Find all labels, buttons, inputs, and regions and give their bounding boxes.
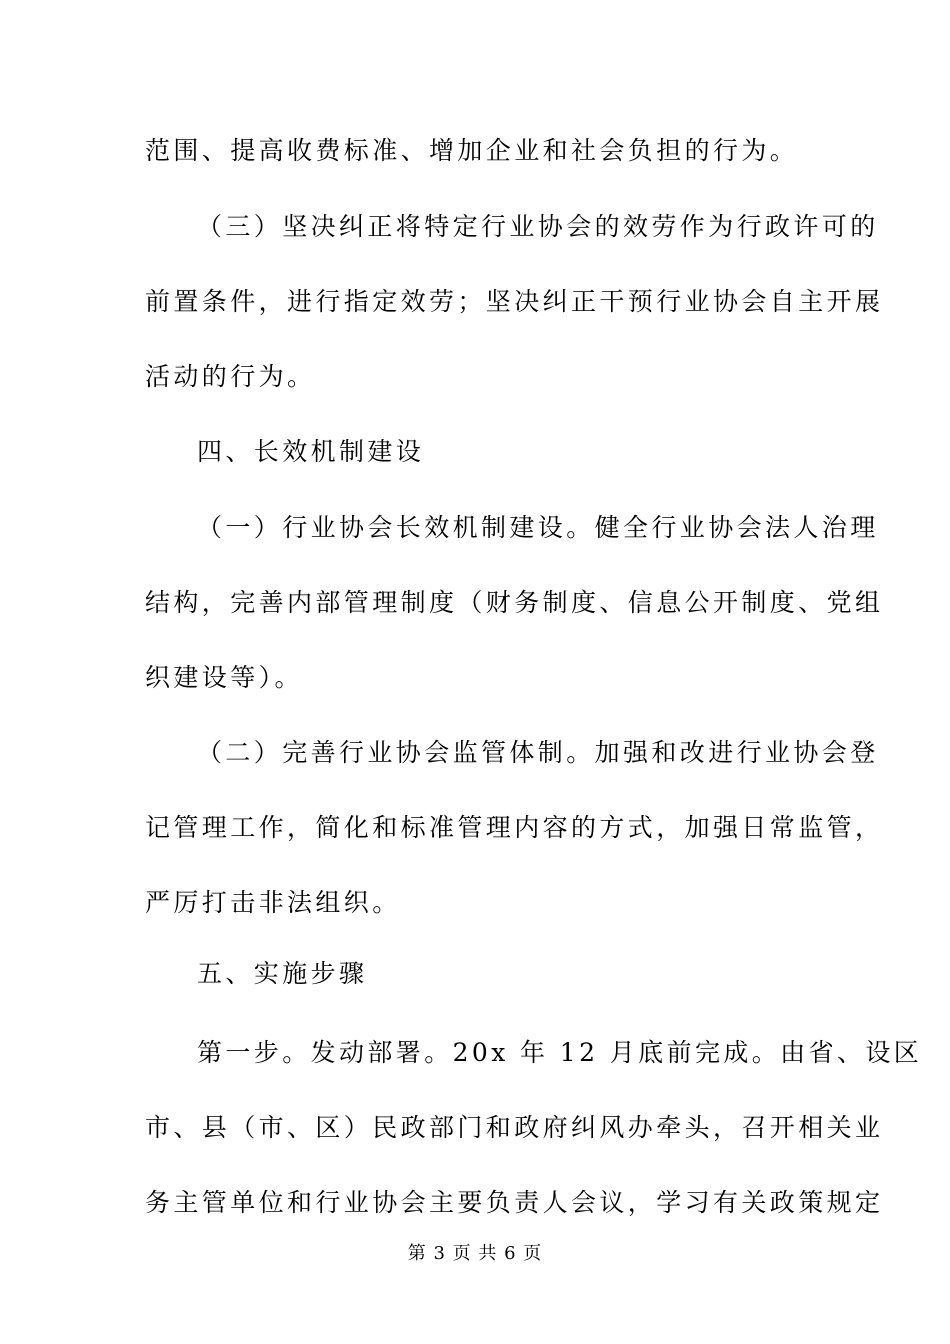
paragraph-heading-line: 第一步。发动部署。20x 年 12 月底前完成。由省、设区: [197, 1038, 923, 1067]
section-heading: 四、长效机制建设: [197, 437, 425, 466]
page-number-footer: 第 3 页 共 6 页: [407, 1243, 543, 1264]
body-text-line: 市、县（市、区）民政部门和政府纠风办牵头，召开相关业: [145, 1113, 884, 1142]
paragraph-heading-line: （三）坚决纠正将特定行业协会的效劳作为行政许可的: [197, 212, 879, 241]
body-text-line: 织建设等）。: [145, 663, 303, 692]
body-text-line: 严厉打击非法组织。: [145, 888, 401, 917]
body-text-line: 活动的行为。: [145, 362, 316, 391]
paragraph-heading-line: （二）完善行业协会监管体制。加强和改进行业协会登: [197, 738, 879, 767]
body-text-line: 记管理工作，简化和标准管理内容的方式，加强日常监管，: [145, 813, 884, 842]
body-text-line: 结构，完善内部管理制度（财务制度、信息公开制度、党组: [145, 588, 884, 617]
body-text-line: 务主管单位和行业协会主要负责人会议，学习有关政策规定: [145, 1188, 884, 1217]
section-heading: 五、实施步骤: [197, 959, 368, 988]
body-text-line: 范围、提高收费标准、增加企业和社会负担的行为。: [145, 136, 799, 165]
paragraph-heading-line: （一）行业协会长效机制建设。健全行业协会法人治理: [197, 513, 879, 542]
body-text-line: 前置条件，进行指定效劳；坚决纠正干预行业协会自主开展: [145, 287, 884, 316]
